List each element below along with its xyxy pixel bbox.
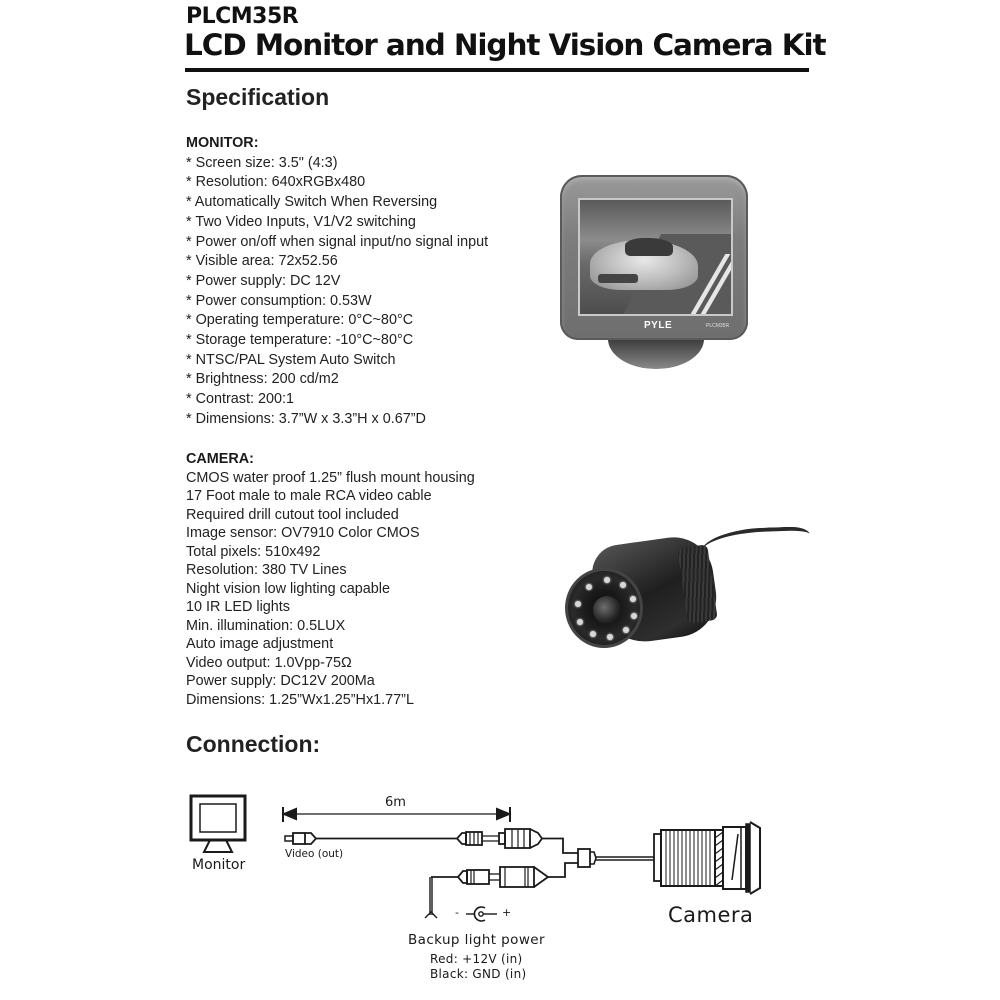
monitor-model-label: PLCM35R (706, 323, 730, 329)
ir-led-icon (623, 627, 629, 633)
ir-led-icon (604, 577, 610, 583)
power-connector-icon (425, 867, 548, 918)
spec-item: 10 IR LED lights (186, 599, 290, 615)
spec-item: * Storage temperature: -10°C~80°C (186, 332, 414, 349)
spec-item: * Power supply: DC 12V (186, 272, 341, 289)
ir-led-icon (590, 631, 596, 637)
camera-product-image (565, 528, 805, 658)
spec-item: Dimensions: 1.25”Wx1.25”Hx1.77”L (186, 691, 414, 708)
monitor-brand-logo: PYLE (644, 320, 673, 331)
monitor-bezel (560, 175, 748, 340)
camera-cable (699, 526, 810, 570)
power-plus-label: + (502, 906, 512, 919)
monitor-label: Monitor (192, 857, 246, 873)
monitor-spec-list (186, 134, 488, 430)
video-out-label: Video (out) (285, 848, 344, 860)
spec-item: * Visible area: 72x52.56 (186, 253, 338, 270)
ir-led-icon (607, 634, 613, 640)
backup-power-label: Backup light power (408, 932, 545, 948)
ir-led-icon (630, 596, 636, 602)
ir-led-icon (577, 619, 583, 625)
ir-led-icon (620, 582, 626, 588)
video-out-plug-icon (285, 833, 316, 844)
spec-item: * Power consumption: 0.53W (186, 292, 372, 309)
power-minus-label: - (455, 906, 459, 919)
monitor-stand (608, 339, 704, 369)
camera-label: Camera (668, 903, 754, 927)
page-title: LCD Monitor and Night Vision Camera Kit (184, 28, 826, 62)
distance-label: 6m (385, 795, 406, 810)
spec-item: Required drill cutout tool included (186, 506, 399, 523)
model-code: PLCM35R (186, 4, 299, 29)
spec-item: Auto image adjustment (186, 636, 334, 652)
camera-face (565, 568, 643, 648)
spec-item: Night vision low lighting capable (186, 580, 390, 597)
monitor-spec-title: MONITOR: (186, 135, 259, 151)
spec-item: * Power on/off when signal input/no signal input (186, 233, 489, 250)
monitor-icon (191, 796, 245, 852)
dc-polarity-icon (466, 907, 497, 921)
spec-item: Power supply: DC12V 200Ma (186, 673, 375, 689)
connection-heading: Connection: (186, 731, 321, 757)
spec-item: 17 Foot male to male RCA video cable (186, 488, 432, 504)
spec-item: * Operating temperature: 0°C~80°C (186, 312, 414, 329)
black-wire-label: Black: GND (in) (430, 967, 527, 981)
spec-item: * Automatically Switch When Reversing (186, 194, 438, 211)
monitor-product-image (560, 175, 750, 370)
camera-spec-title: CAMERA: (186, 451, 254, 467)
splitter-icon (578, 849, 596, 867)
rca-connector-icon (457, 829, 542, 848)
spec-item: * Screen size: 3.5" (4:3) (186, 154, 338, 171)
spec-item: Resolution: 380 TV Lines (186, 562, 347, 578)
ir-led-icon (586, 584, 592, 590)
car-grill (598, 274, 638, 283)
spec-item: Total pixels: 510x492 (186, 543, 321, 560)
camera-diagram-icon (654, 822, 760, 894)
red-wire-label: Red: +12V (in) (430, 952, 523, 966)
title-divider (185, 68, 809, 72)
spec-item: * Contrast: 200:1 (186, 391, 294, 408)
spec-item: Min. illumination: 0.5LUX (186, 617, 346, 634)
ir-led-icon (575, 601, 581, 607)
specification-heading: Specification (186, 84, 330, 110)
spec-item: * NTSC/PAL System Auto Switch (186, 351, 396, 368)
camera-lens (593, 596, 621, 624)
distance-arrow-icon (283, 807, 510, 822)
spec-item: * Dimensions: 3.7”W x 3.3”H x 0.67”D (186, 410, 426, 427)
spec-item: Image sensor: OV7910 Color CMOS (186, 525, 420, 541)
spec-item: Video output: 1.0Vpp-75Ω (186, 654, 352, 671)
car-window (625, 238, 673, 256)
spec-item: * Brightness: 200 cd/m2 (186, 371, 339, 388)
camera-spec-list (186, 450, 475, 709)
spec-item: * Two Video Inputs, V1/V2 switching (186, 213, 416, 230)
monitor-screen (578, 198, 733, 316)
spec-item: CMOS water proof 1.25” flush mount housing (186, 469, 475, 486)
ir-led-icon (631, 613, 637, 619)
spec-item: * Resolution: 640xRGBx480 (186, 174, 366, 191)
